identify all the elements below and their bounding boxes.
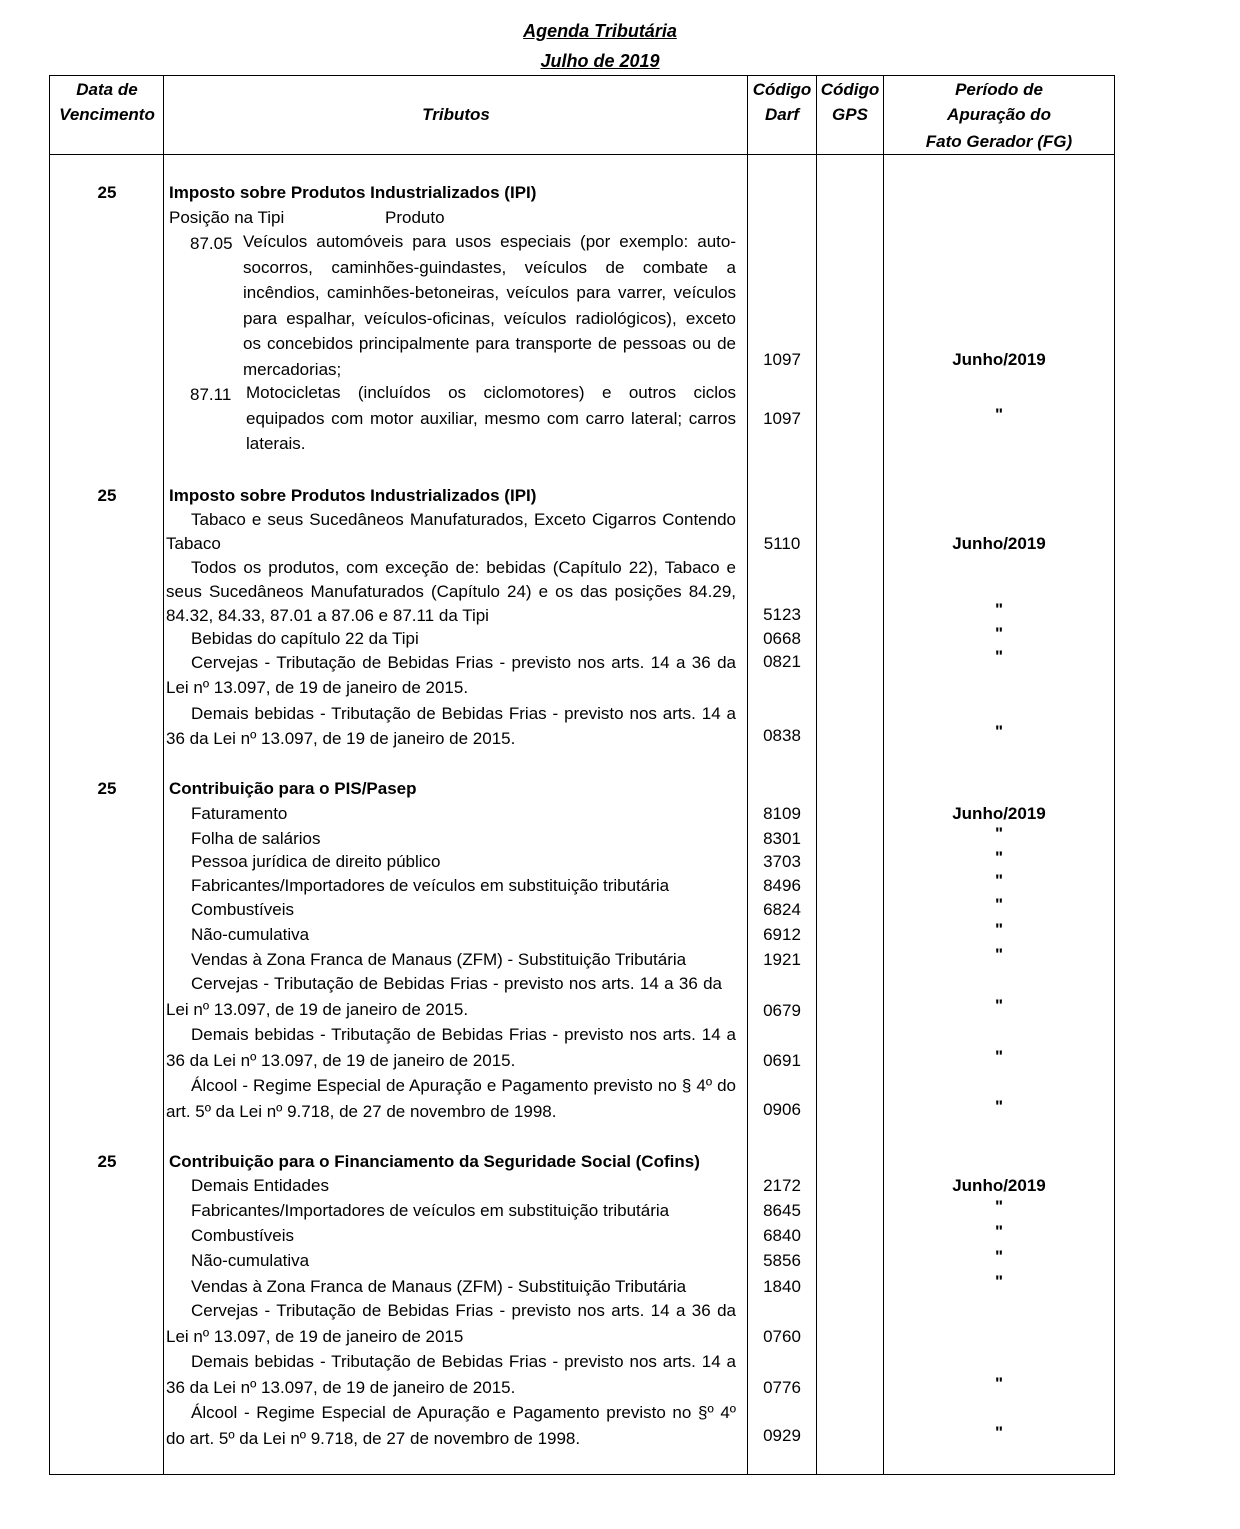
darf-code: 1097 — [763, 409, 801, 428]
tax-item-description: Fabricantes/Importadores de veículos em substituição tributária — [191, 876, 670, 895]
darf-code: 0691 — [763, 1051, 801, 1070]
darf-code: 0929 — [763, 1426, 801, 1445]
darf-code: 6840 — [763, 1226, 801, 1245]
darf-code: 5856 — [763, 1251, 801, 1270]
period-value: Junho/2019 — [952, 350, 1046, 369]
darf-code: 6824 — [763, 900, 801, 919]
darf-code: 8109 — [763, 804, 801, 823]
tax-item-description: Demais Entidades — [191, 1176, 329, 1195]
period-value: " — [994, 1047, 1004, 1066]
tax-item-description: Fabricantes/Importadores de veículos em substituição tributária — [191, 1201, 670, 1220]
section-title: Imposto sobre Produtos Industrializados (IPI) — [169, 486, 537, 505]
header-data-line1: Data de — [76, 80, 138, 99]
section-title: Imposto sobre Produtos Industrializados (IPI) — [169, 183, 537, 202]
tax-item-description: Demais bebidas - Tributação de Bebidas Frias - previsto nos arts. 14 a 36 da Lei nº 13.097, de 19 de janeiro de 2015. — [166, 1352, 736, 1397]
period-value: " — [994, 895, 1004, 914]
period-value: Junho/2019 — [952, 1176, 1046, 1195]
period-value: " — [994, 624, 1004, 643]
tax-item-description: Cervejas - Tributação de Bebidas Frias - previsto nos arts. 14 a 36 da Lei nº 13.097, de 19 de janeiro de 2015 — [166, 1301, 736, 1346]
header-bottom-border — [50, 154, 1115, 155]
period-value: " — [994, 920, 1004, 939]
period-value: " — [994, 647, 1004, 666]
tax-item-description: Não-cumulativa — [191, 1251, 310, 1270]
period-value: " — [994, 824, 1004, 843]
tipi-position: 87.05 — [190, 234, 233, 253]
column-border — [163, 75, 164, 1475]
period-value: Junho/2019 — [952, 804, 1046, 823]
period-value: " — [994, 1272, 1004, 1291]
column-border — [49, 75, 50, 1475]
darf-code: 5110 — [763, 534, 801, 553]
column-border — [1114, 75, 1115, 1475]
header-periodo-line1: Período de — [955, 80, 1043, 99]
period-value: " — [994, 1197, 1004, 1216]
darf-code: 8645 — [763, 1201, 801, 1220]
due-date: 25 — [97, 183, 117, 202]
header-darf-line2: Darf — [764, 105, 799, 124]
period-value: " — [994, 996, 1004, 1015]
due-date: 25 — [97, 779, 117, 798]
tax-item-description: Álcool - Regime Especial de Apuração e Pagamento previsto no §º 4º do art. 5º da Lei nº 9.718, de 27 de novembro de 1998. — [166, 1403, 736, 1448]
period-value: " — [994, 1423, 1004, 1442]
darf-code: 0821 — [763, 652, 801, 671]
period-value: " — [994, 722, 1004, 741]
tax-item-description: Veículos automóveis para usos especiais (por exemplo: auto-socorros, caminhões-guindastes, veículos de combate a incêndios, caminhões-betoneiras, veículos para varrer, veículos para espalhar, veículos-oficinas, veículos radiológicos), exceto os concebidos principalmente para transporte de pessoas ou de mercadorias; — [243, 232, 736, 379]
page-title: Agenda Tributária — [523, 21, 677, 41]
darf-code: 0776 — [763, 1378, 801, 1397]
darf-code: 5123 — [763, 605, 801, 624]
period-value: " — [994, 1097, 1004, 1116]
period-value: " — [994, 600, 1004, 619]
table-top-border — [50, 75, 1115, 76]
due-date: 25 — [97, 486, 117, 505]
darf-code: 8301 — [763, 829, 801, 848]
table-bottom-border — [50, 1474, 1115, 1475]
column-border — [816, 75, 817, 1475]
header-gps-line1: Código — [820, 80, 880, 99]
tax-item-description: Combustíveis — [191, 900, 294, 919]
section-title: Contribuição para o Financiamento da Seguridade Social (Cofins) — [169, 1152, 700, 1171]
period-value: " — [994, 871, 1004, 890]
darf-code: 0679 — [763, 1001, 801, 1020]
tax-item-description: Faturamento — [191, 804, 288, 823]
sub-header-posicao: Posição na Tipi — [169, 208, 285, 227]
darf-code: 1921 — [763, 950, 801, 969]
darf-code: 0668 — [763, 629, 801, 648]
header-periodo-line2: Apuração do — [947, 105, 1051, 124]
header-darf-line1: Código — [752, 80, 812, 99]
tax-item-description: Demais bebidas - Tributação de Bebidas Frias - previsto nos arts. 14 a 36 da Lei nº 13.097, de 19 de janeiro de 2015. — [166, 1025, 736, 1070]
darf-code: 2172 — [763, 1176, 801, 1195]
darf-code: 6912 — [763, 925, 801, 944]
period-value: " — [994, 848, 1004, 867]
tipi-position: 87.11 — [190, 385, 232, 404]
tax-item-description: Motocicletas (incluídos os ciclomotores) e outros ciclos equipados com motor auxiliar, mesmo com carro lateral; carros laterais. — [246, 383, 736, 453]
sub-header-produto: Produto — [385, 208, 445, 227]
tax-item-description: Tabaco e seus Sucedâneos Manufaturados, Exceto Cigarros Contendo Tabaco — [166, 510, 736, 553]
tax-item-description: Todos os produtos, com exceção de: bebidas (Capítulo 22), Tabaco e seus Sucedâneos Manufaturados (Capítulo 24) e os das posições 84.29, 84.32, 84.33, 87.01 a 87.06 e 87.11 da Tipi — [166, 558, 736, 625]
section-title: Contribuição para o PIS/Pasep — [169, 779, 417, 798]
tax-item-description: Álcool - Regime Especial de Apuração e Pagamento previsto no § 4º do art. 5º da Lei nº 9.718, de 27 de novembro de 1998. — [166, 1076, 736, 1121]
tax-item-description: Vendas à Zona Franca de Manaus (ZFM) - Substituição Tributária — [191, 1277, 687, 1296]
tax-item-description: Bebidas do capítulo 22 da Tipi — [191, 629, 419, 648]
tax-item-description: Folha de salários — [191, 829, 321, 848]
tax-item-description: Pessoa jurídica de direito público — [191, 852, 441, 871]
header-gps-line2: GPS — [832, 105, 868, 124]
tax-item-description: Vendas à Zona Franca de Manaus (ZFM) - Substituição Tributária — [191, 950, 687, 969]
due-date: 25 — [97, 1152, 117, 1171]
header-tributos: Tributos — [422, 105, 490, 124]
darf-code: 1097 — [763, 350, 801, 369]
darf-code: 3703 — [763, 852, 801, 871]
darf-code: 0838 — [763, 726, 801, 745]
period-value: " — [994, 1222, 1004, 1241]
period-value: " — [994, 1247, 1004, 1266]
darf-code: 0906 — [763, 1100, 801, 1119]
tax-item-description: Cervejas - Tributação de Bebidas Frias - previsto nos arts. 14 a 36 da Lei nº 13.097, de 19 de janeiro de 2015. — [166, 974, 722, 1019]
darf-code: 8496 — [763, 876, 801, 895]
darf-code: 0760 — [763, 1327, 801, 1346]
page-subtitle: Julho de 2019 — [540, 51, 660, 71]
header-periodo-line3: Fato Gerador (FG) — [925, 132, 1073, 151]
tax-item-description: Demais bebidas - Tributação de Bebidas Frias - previsto nos arts. 14 a 36 da Lei nº 13.097, de 19 de janeiro de 2015. — [166, 704, 736, 748]
period-value: " — [994, 1374, 1004, 1393]
period-value: " — [994, 945, 1004, 964]
header-data-line2: Vencimento — [59, 105, 155, 124]
tax-item-description: Não-cumulativa — [191, 925, 310, 944]
period-value: " — [994, 405, 1004, 424]
darf-code: 1840 — [763, 1277, 801, 1296]
period-value: Junho/2019 — [952, 534, 1046, 553]
tax-item-description: Cervejas - Tributação de Bebidas Frias - previsto nos arts. 14 a 36 da Lei nº 13.097, de 19 de janeiro de 2015. — [166, 653, 736, 697]
tax-item-description: Combustíveis — [191, 1226, 294, 1245]
